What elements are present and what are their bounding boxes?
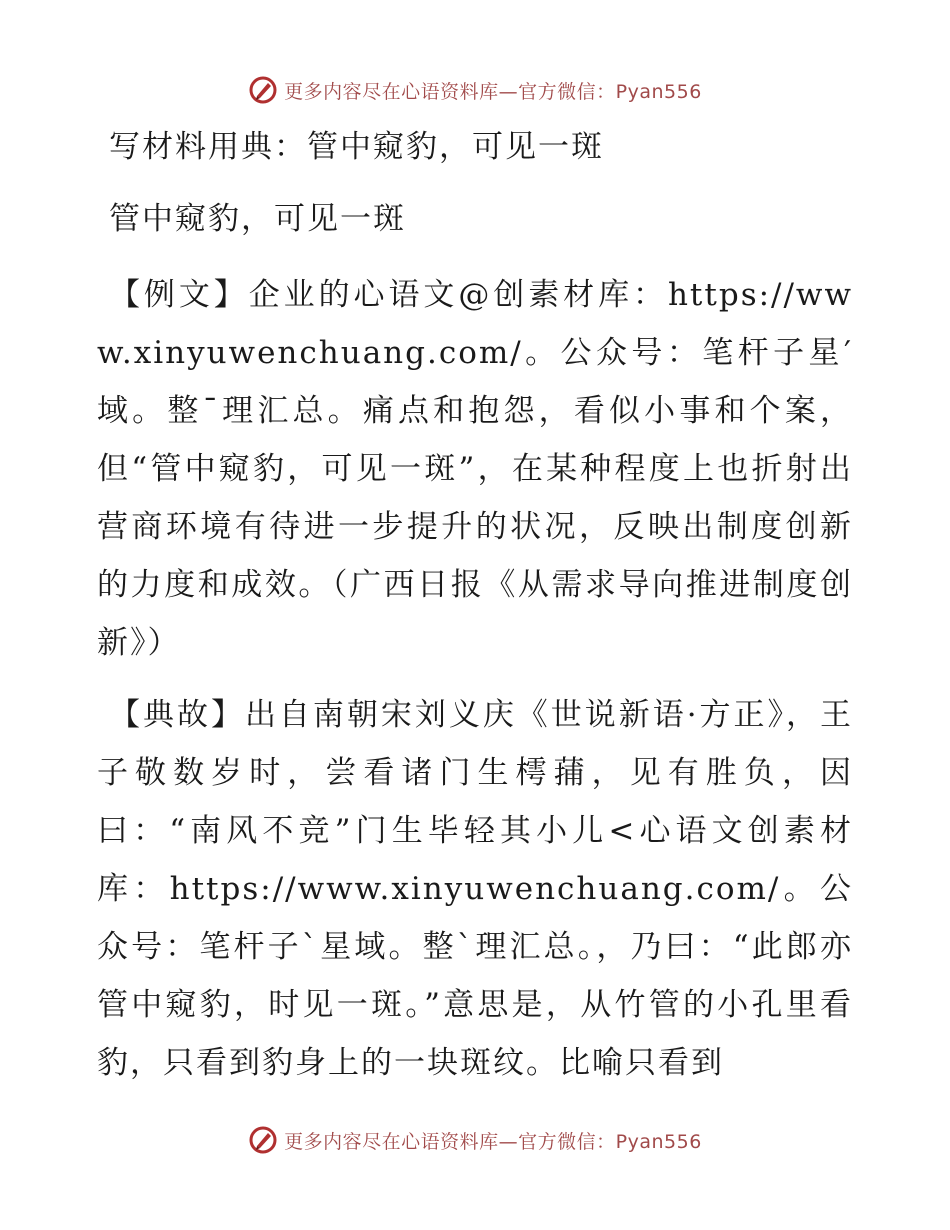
banner-text: 更多内容尽在心语资料库—官方微信：Pyan556 bbox=[284, 1130, 702, 1153]
example-text: 企业的心语文@创素材库：https://www.xinyuwenchuang.com/。公众号：笔杆子星′域。整¯理汇总。痛点和抱怨，看似小事和个案，但“管中窥豹，可见一斑”，在某种程度上也折射出营商环境有待进一步提升的状况，反映出制度创新的力度和成效。（广西日报《从需求导向推进制度创新》） bbox=[97, 277, 853, 661]
pen-logo-icon bbox=[248, 1125, 278, 1155]
allusion-text: 出自南朝宋刘义庆《世说新语·方正》，王子敬数岁时，尝看诸门生樗蒱，见有胜负，因曰：“南风不竞”门生毕轻其小儿<心语文创素材库：https://www.xinyuwenchuang.com/。公众号：笔杆子`星域。整`理汇总。，乃曰：“此郎亦管中窥豹，时见一斑。”意思是，从竹管的小孔里看豹，只看到豹身上的一块斑纹。比喻只看到 bbox=[97, 697, 853, 1081]
document-subtitle: 管中窥豹，可见一斑 bbox=[109, 201, 406, 237]
document-body bbox=[97, 122, 853, 1106]
allusion-paragraph bbox=[97, 686, 853, 1092]
footer-banner bbox=[0, 1120, 950, 1160]
example-label: 【例文】 bbox=[109, 277, 249, 313]
pen-logo-icon bbox=[248, 75, 278, 105]
document-title: 写材料用典：管中窥豹，可见一斑 bbox=[109, 129, 604, 165]
header-banner bbox=[0, 70, 950, 110]
example-paragraph bbox=[97, 266, 853, 672]
allusion-label: 【典故】 bbox=[109, 697, 245, 733]
banner-text: 更多内容尽在心语资料库—官方微信：Pyan556 bbox=[284, 80, 702, 103]
